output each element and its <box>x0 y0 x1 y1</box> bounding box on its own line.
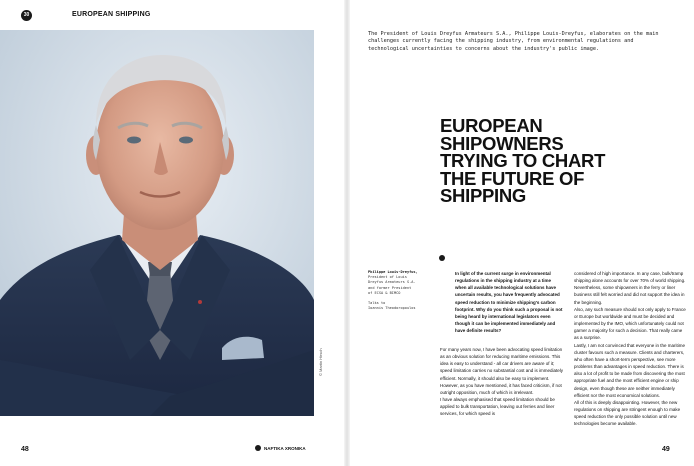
question-marker-icon <box>439 255 445 261</box>
headline-line: TRYING TO CHART <box>440 150 606 171</box>
answer-column-1 <box>440 346 564 418</box>
portrait-illustration <box>0 30 314 416</box>
headline-line: THE FUTURE OF <box>440 167 585 189</box>
page-gutter <box>344 0 350 466</box>
issue-badge: 30 <box>21 10 32 21</box>
answer-paragraph: Lastly, I am not convinced that everyone in the maritime cluster favours such a measure. Clients and charterers, who often have a short-term perspective, see more problems than advantages in speed reduction. There is also a lot of profit to be made from discovering the most appropriate fuel and the most efficient engine or ship design, even though these are neither immediately efficient nor the most economical solutions. <box>574 342 685 398</box>
answer-paragraph: For many years now, I have been advocating speed limitation as an obvious solution for reducing maritime emissions. This idea is easy to understand - all car drivers are aware of it; speed limitation carries no substantial cost and is immediately efficient. Normally, it should also be easy to implement. However, as you have mentioned, it has faced criticism, if not outright opposition, much of which is irrelevant. <box>440 347 564 395</box>
interviewee-sidebar <box>368 270 430 311</box>
headline-line: SHIPPING <box>440 185 527 206</box>
answer-paragraph: I have always emphasised that speed limitation should be applied to bulk transportation, leaving out ferries and liner services, for which speed is <box>440 397 555 417</box>
answer-paragraph: Also, any such measure should not only apply to France or Europe but worldwide and must be decided and implemented by the IMO, which unfortunately could not garner a majority for such a decision. That really came as a surprise. <box>574 306 686 341</box>
answer-paragraph: considered of high importance. In any case, bulk/tramp shipping alone accounts for over 70% of world shipping. Nevertheless, some shipowners in the ferry or liner business still felt worried and did not support the idea in the beginning. <box>574 271 686 305</box>
interviewee-role: President of Louis <box>368 275 407 280</box>
answer-paragraph: All of this is deeply disappointing. However, the new regulations on shipping are stringent enough to make speed reduction the only possible solution until new technologies become available. <box>574 399 681 427</box>
interview-question: In light of the current surge in environmental regulations in the shipping industry at a time when all available technological solutions have uncertain results, you have frequently advocated speed reduction to minimize shipping's carbon footprint. Why do you think such a proposal is not being heard by international legislators even though it can be implemented immediately and have definite results? <box>455 271 563 334</box>
interviewee-name: Philippe Louis-Dreyfus, <box>368 270 418 274</box>
interviewee-role: Dreyfus Armateurs S.A. <box>368 280 416 285</box>
article-intro: The President of Louis Dreyfus Armateurs S.A., Philippe Louis-Dreyfus, elaborates on the main challenges currently facing the shipping industry, from environmental regulations and technological uncertainties to concerns about the industry's public image. <box>368 31 659 52</box>
article-headline <box>440 117 690 205</box>
section-label: EUROPEAN SHIPPING <box>72 11 151 18</box>
answer-column-2 <box>574 270 686 427</box>
headline-line: SHIPOWNERS <box>440 132 564 154</box>
interviewer-line: Ioannis Theodoropoulos <box>368 306 416 311</box>
footer-brand <box>255 445 306 451</box>
interviewer-line: Talks to <box>368 301 386 306</box>
interviewee-role: and former President <box>368 285 412 290</box>
photo-credit: © Martin Hirsch <box>318 348 323 376</box>
portrait-photo <box>0 30 314 416</box>
brand-name: NAFTIKA XRONIKA <box>264 445 306 451</box>
headline-line: EUROPEAN <box>440 115 543 136</box>
interviewee-role: of ECSA & BIMCO <box>368 290 401 295</box>
brand-logo-icon <box>255 445 261 451</box>
page-number-left: 48 <box>21 446 29 453</box>
page-number-right: 49 <box>662 446 670 453</box>
